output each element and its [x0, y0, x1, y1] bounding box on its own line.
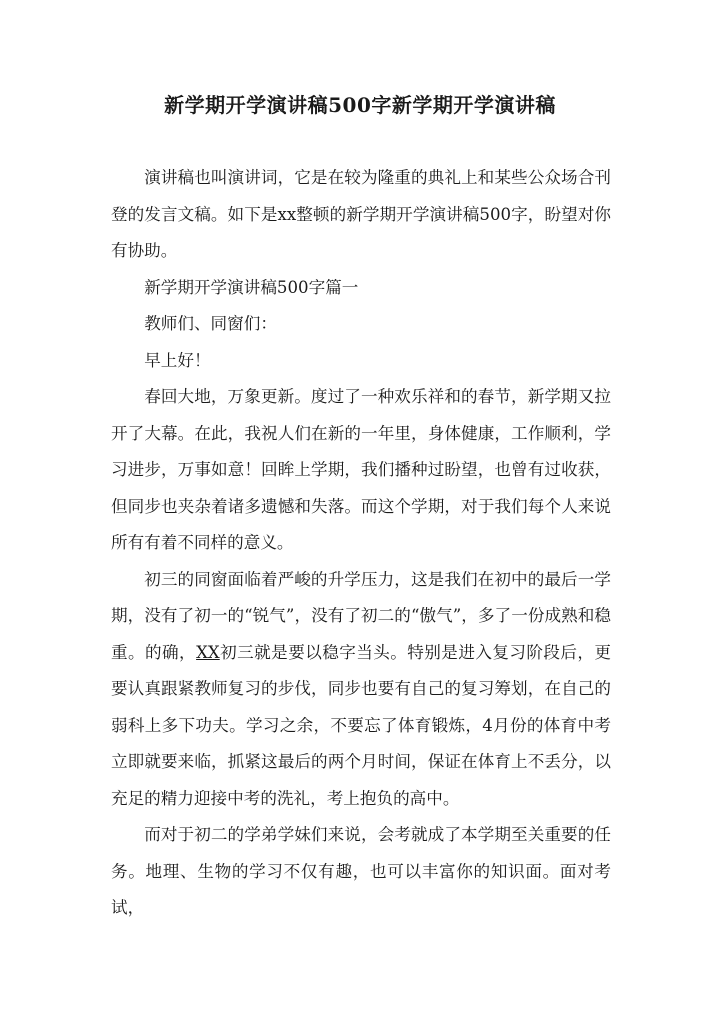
paragraph-intro: 演讲稿也叫演讲词，它是在较为隆重的典礼上和某些公众场合刊登的发言文稿。如下是xx整顿的新学期开学演讲稿500字，盼望对你有协助。 — [111, 168, 611, 260]
section-heading: 新学期开学演讲稿500字篇一 — [144, 277, 359, 297]
paragraph-new-term: 春回大地，万象更新。度过了一种欢乐祥和的春节，新学期又拉开了大幕。在此，我祝人们在新的一年里，身体健康，工作顺利，学习进步，万事如意！回眸上学期，我们播种过盼望，也曾有过收获，但同步也夹杂着诸多遗憾和失落。而这个学期，对于我们每个人来说所有有着不同样的意义。 — [111, 387, 611, 552]
paragraph-grade-three-part2: 初三就是要以稳字当头。特别是进入复习阶段后，更要认真跟紧教师复习的步伐，同步也要有自己的复习筹划，在自己的弱科上多下功夫。学习之余，不要忘了体育锻炼，4月份的体育中考立即就要来临，抓紧这最后的两个月时间，保证在体育上不丢分，以充足的精力迎接中考的洗礼，考上抱负的高中。 — [111, 642, 612, 808]
document-title: 新学期开学演讲稿500字新学期开学演讲稿 — [164, 93, 556, 117]
paragraph-greeting: 早上好！ — [144, 350, 211, 370]
paragraph-grade-three — [111, 562, 611, 818]
document-body — [111, 160, 611, 927]
paragraph-grade-two: 而对于初二的学弟学妹们来说，会考就成了本学期至关重要的任务。地理、生物的学习不仅有趣，也可以丰富你的知识面。面对考试， — [111, 825, 611, 917]
underlined-placeholder: XX — [196, 642, 220, 662]
paragraph-salutation: 教师们、同窗们： — [144, 314, 277, 333]
paragraph-grade-three-part1: 初三的同窗面临着严峻的升学压力，这是我们在初中的最后一学期，没有了初一的“锐气”，没有了初二的“傲气”，多了一份成熟和稳重。的确， — [111, 569, 611, 662]
